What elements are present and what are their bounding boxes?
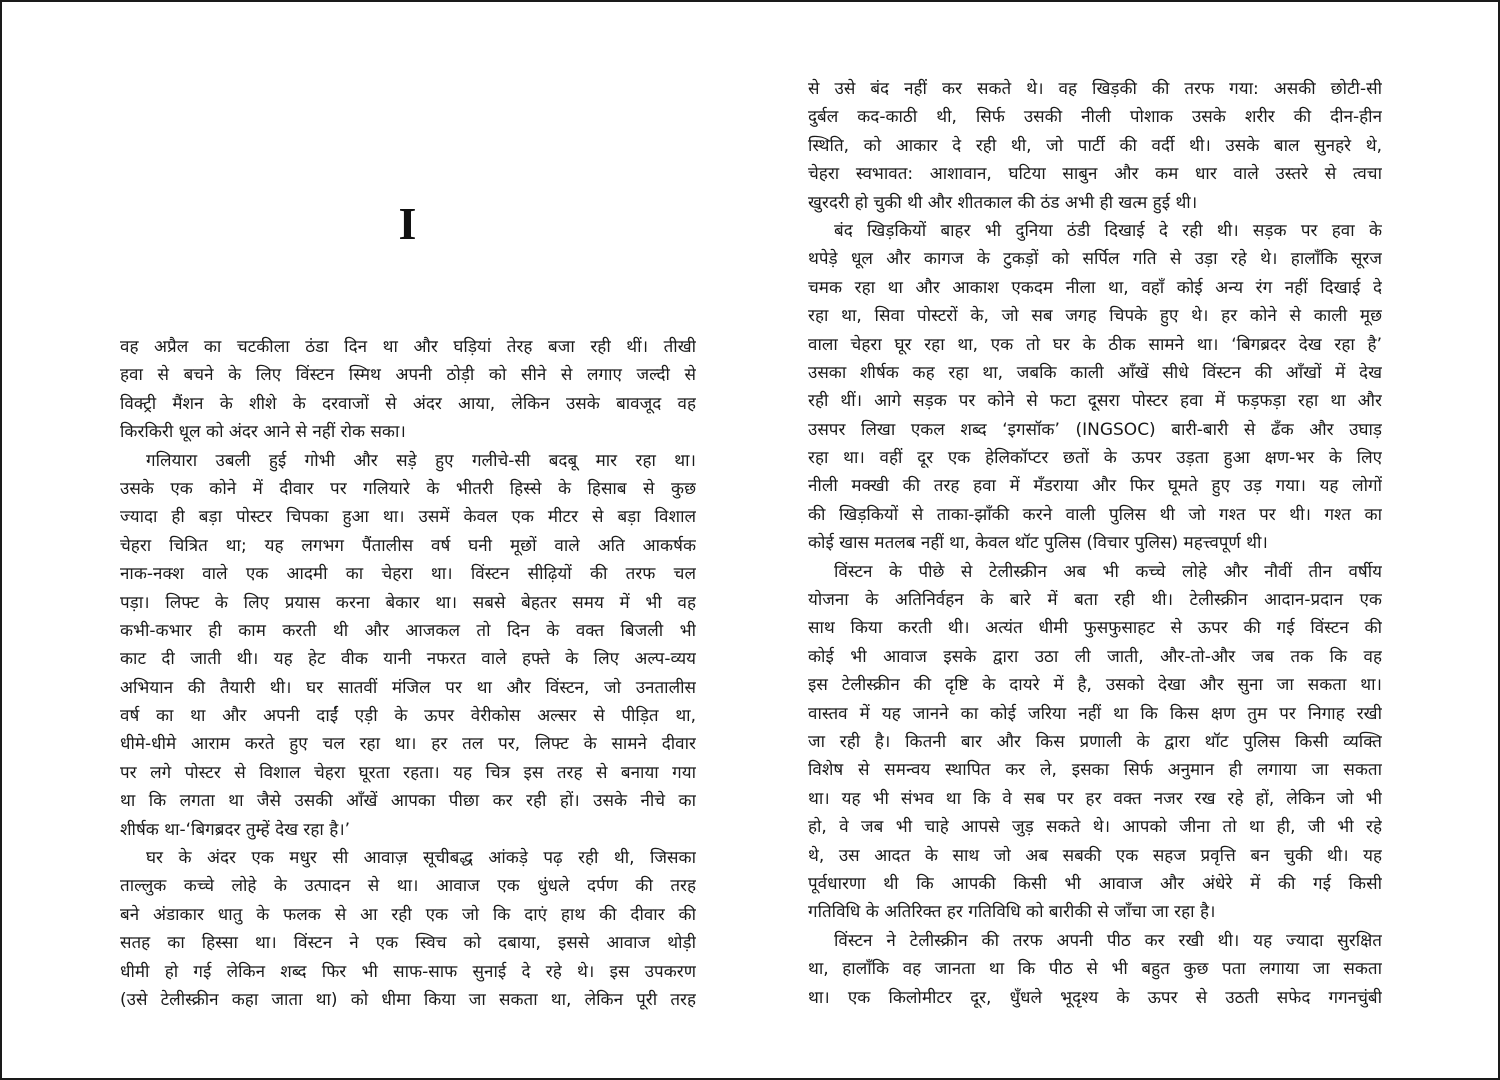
text-line: घर के अंदर एक मधुर सी आवाज़ सूचीबद्ध आंकड़े पढ़ रही थी, जिसका [146,848,696,869]
text-line: था। एक किलोमीटर दूर, धुँधले भूदृश्य के ऊपर से उठती सफेद गगनचुंबी [808,987,1382,1008]
text-line: बंद खिड़कियों बाहर भी दुनिया ठंडी दिखाई दे रही थी। सड़क पर हवा के [834,220,1382,241]
text-line: साथ किया करती थी। अत्यंत धीमी फुसफुसाहट से ऊपर की गई विंस्टन की [808,618,1382,639]
text-line: अभियान की तैयारी थी। घर सातवीं मंजिल पर था और विंस्टन, जो उनतालीस [120,677,696,698]
text-line: वाला चेहरा घूर रहा था, एक तो घर के ठीक सामने था। ‘बिगब्रदर देख रहा है’ [808,334,1382,355]
text-line: गतिविधि के अतिरिक्त हर गतिविधि को बारीकी से जाँचा जा रहा है। [808,902,1216,923]
right-page [808,2,1382,1078]
text-line: विक्ट्री मैंशन के शीशे के दरवाजों से अंदर आया, लेकिन उसके बावजूद वह [120,393,696,414]
text-line: पर लगे पोस्टर से विशाल चेहरा घूरता रहता। यह चित्र इस तरह से बनाया गया [120,762,696,783]
text-line: धीमी हो गई लेकिन शब्द फिर भी साफ-साफ सुनाई दे रहे थे। इस उपकरण [120,961,696,982]
text-line: काट दी जाती थी। यह हेट वीक यानी नफरत वाले हफ्ते के लिए अल्प-व्यय [120,649,696,670]
text-line: रही थीं। आगे सड़क पर कोने से फटा दूसरा पोस्टर हवा में फड़फड़ा रहा था और [808,391,1382,412]
text-line: पड़ा। लिफ्ट के लिए प्रयास करना बेकार था। सबसे बेहतर समय में भी वह [120,592,696,613]
text-line: उसके एक कोने में दीवार पर गलियारे के भीतरी हिस्से के हिसाब से कुछ [120,478,696,499]
text-line: शीर्षक था-‘बिगब्रदर तुम्हें देख रहा है।’ [120,819,351,840]
left-page-text [120,333,696,1014]
text-line: हवा से बचने के लिए विंस्टन स्मिथ अपनी ठोड़ी को सीने से लगाए जल्दी से [120,365,696,386]
text-line: इस टेलीस्क्रीन की दृष्टि के दायरे में है, उसको देखा और सुना जा सकता था। [808,675,1382,696]
text-line: दुर्बल कद-काठी थी, सिर्फ उसकी नीली पोशाक उसके शरीर की दीन-हीन [808,107,1382,128]
text-line: ताल्लुक कच्चे लोहे के उत्पादन से था। आवाज एक धुंधले दर्पण की तरह [120,876,696,897]
text-line: कोई भी आवाज इसके द्वारा उठा ली जाती, और-तो-और जब तक कि वह [808,646,1382,667]
text-line: था। यह भी संभव था कि वे सब पर हर वक्त नजर रख रहे हों, लेकिन जो भी [808,788,1382,809]
text-line: चमक रहा था और आकाश एकदम नीला था, वहाँ कोई अन्य रंग नहीं दिखाई दे [808,277,1382,298]
left-page [120,2,696,1078]
text-line: रहा था, सिवा पोस्टरों के, जो सब जगह चिपके हुए थे। हर कोने से काली मूछ [808,306,1382,327]
text-line: वास्तव में यह जानने का कोई जरिया नहीं था कि किस क्षण तुम पर निगाह रखी [808,703,1382,724]
text-line: वर्ष का था और अपनी दाईं एड़ी के ऊपर वेरीकोस अल्सर से पीड़ित था, [120,706,696,727]
text-line: नीली मक्खी की तरह हवा में मँडराया और फिर घूमते हुए उड़ गया। यह लोगों [808,476,1382,497]
text-line: उसका शीर्षक कह रहा था, जबकि काली आँखें सीधे विंस्टन की आँखों में देख [808,362,1382,383]
text-line: थपेड़े धूल और कागज के टुकड़ों को सर्पिल गति से उड़ा रहे थे। हालाँकि सूरज [808,249,1382,270]
text-line: उसपर लिखा एकल शब्द ‘इगसॉक’ (INGSOC) बारी-बारी से ढँक और उघाड़ [808,419,1382,440]
text-line: स्थिति, को आकार दे रही थी, जो पार्टी की वर्दी थी। उसके बाल सुनहरे थे, [808,135,1382,156]
text-line: धीमे-धीमे आराम करते हुए चल रहा था। हर तल पर, लिफ्ट के सामने दीवार [120,734,696,755]
text-line: (उसे टेलीस्क्रीन कहा जाता था) को धीमा किया जा सकता था, लेकिन पूरी तरह [120,989,696,1010]
text-line: योजना के अतिनिर्वहन के बारे में बता रही थी। टेलीस्क्रीन आदान-प्रदान एक [808,590,1382,611]
text-line: खुरदरी हो चुकी थी और शीतकाल की ठंड अभी ही खत्म हुई थी। [808,192,1198,213]
text-line: नाक-नक्श वाले एक आदमी का चेहरा था। विंस्टन सीढ़ियों की तरफ चल [120,564,696,585]
text-line: विशेष से समन्वय स्थापित कर ले, इसका सिर्फ अनुमान ही लगाया जा सकता [808,760,1382,781]
text-line: चेहरा स्वभावत: आशावान, घटिया साबुन और कम धार वाले उस्तरे से त्वचा [808,164,1382,185]
text-line: कोई खास मतलब नहीं था, केवल थॉट पुलिस (विचार पुलिस) महत्त्वपूर्ण थी। [808,533,1268,554]
text-line: था कि लगता था जैसे उसकी आँखें आपका पीछा कर रही हों। उसके नीचे का [120,791,696,812]
text-line: कभी-कभार ही काम करती थी और आजकल तो दिन के वक्त बिजली भी [120,620,696,641]
text-line: किरकिरी धूल को अंदर आने से नहीं रोक सका। [120,422,406,443]
text-line: विंस्टन के पीछे से टेलीस्क्रीन अब भी कच्चे लोहे और नौवीं तीन वर्षीय [834,561,1382,582]
text-line: पूर्वधारणा थी कि आपकी किसी भी आवाज और अंधेरे में की गई किसी [808,873,1382,894]
text-line: था, हालाँकि वह जानता था कि पीठ से भी बहुत कुछ पता लगाया जा सकता [808,959,1382,980]
text-line: बने अंडाकार धातु के फलक से आ रही एक जो कि दाएं हाथ की दीवार की [120,904,696,925]
text-line: ज्यादा ही बड़ा पोस्टर चिपका हुआ था। उसमें केवल एक मीटर से बड़ा विशाल [120,507,696,528]
text-line: थे, उस आदत के साथ जो अब सबकी एक सहज प्रवृत्ति बन चुकी थी। यह [808,845,1382,866]
text-line: वह अप्रैल का चटकीला ठंडा दिन था और घड़ियां तेरह बजा रही थीं। तीखी [120,337,696,357]
text-line: हो, वे जब भी चाहे आपसे जुड़ सकते थे। आपको जीना तो था ही, जी भी रहे [808,817,1382,838]
text-line: विंस्टन ने टेलीस्क्रीन की तरफ अपनी पीठ कर रखी थी। यह ज्यादा सुरक्षित [834,930,1382,951]
text-line: गलियारा उबली हुई गोभी और सड़े हुए गलीचे-सी बदबू मार रहा था। [146,450,696,471]
chapter-number: I [398,198,418,249]
text-line: सतह का हिस्सा था। विंस्टन ने एक स्विच को दबाया, इससे आवाज थोड़ी [120,933,696,954]
text-line: जा रही है। कितनी बार और किस प्रणाली के द्वारा थॉट पुलिस किसी व्यक्ति [808,731,1382,752]
text-line: रहा था। वहीं दूर एक हेलिकॉप्टर छतों के ऊपर उड़ता हुआ क्षण-भर के लिए [808,448,1382,469]
right-page-text [808,75,1382,1012]
text-line: चेहरा चित्रित था; यह लगभग पैंतालीस वर्ष घनी मूछों वाले अति आकर्षक [120,535,696,556]
text-line: से उसे बंद नहीं कर सकते थे। वह खिड़की की तरफ गया: असकी छोटी-सी [808,79,1382,99]
text-line: की खिड़कियों से ताका-झाँकी करने वाली पुलिस थी जो गश्त पर थी। गश्त का [808,504,1382,525]
